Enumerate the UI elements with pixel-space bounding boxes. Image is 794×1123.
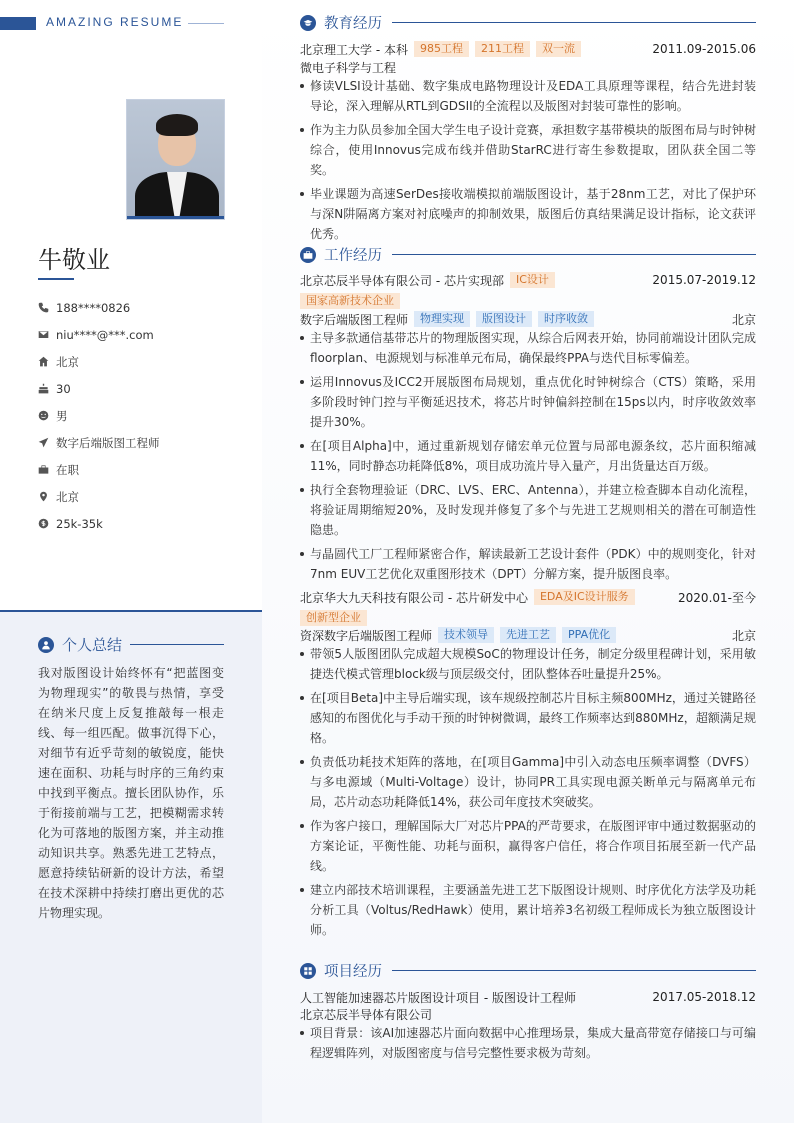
role-tag: 先进工艺 bbox=[500, 627, 556, 643]
project-company-row bbox=[300, 1005, 756, 1023]
info-age: 30 bbox=[38, 375, 160, 402]
cake-icon bbox=[38, 383, 56, 394]
list-item: 作为主力队员参加全国大学生电子设计竞赛，承担数字基带模块的版图布局与时钟树综合，使用Innovus完成布线并借助StarRC进行寄生参数提取，团队获全国二等奖。 bbox=[300, 120, 756, 180]
list-item: 修读VLSI设计基础、数字集成电路物理设计及EDA工具原理等课程，结合先进封装导论，深入理解从RTL到GDSII的全流程以及版图对封装可靠性的影响。 bbox=[300, 76, 756, 116]
company-tag: IC设计 bbox=[510, 272, 555, 288]
list-item: 在[项目Beta]中主导后端实现，该车规级控制芯片目标主频800MHz，通过关键路径感知的布图优化与手动干预的时钟树微调，最终工作频率达到880MHz，超额满足规格。 bbox=[300, 688, 756, 748]
project-dates: 2017.05-2018.12 bbox=[652, 990, 756, 1004]
job-role-row bbox=[300, 310, 756, 328]
role-tag: 物理实现 bbox=[414, 311, 470, 327]
education-major: 微电子科学与工程 bbox=[300, 60, 397, 75]
role-tag: PPA优化 bbox=[562, 627, 616, 643]
job-city: 北京 bbox=[731, 312, 756, 327]
education-bullets bbox=[300, 76, 756, 248]
education-dates: 2011.09-2015.06 bbox=[652, 42, 756, 56]
info-city: 北京 bbox=[38, 348, 160, 375]
list-item: 项目背景：该AI加速器芯片面向数据中心推理场景，集成大量高带宽存储接口与可编程逻辑阵列，对版图密度与信号完整性要求极为苛刻。 bbox=[300, 1023, 756, 1063]
company-type-tag: 创新型企业 bbox=[300, 610, 367, 626]
education-title: 教育经历 bbox=[324, 16, 382, 32]
job-role: 资深数字后端版图工程师 bbox=[300, 628, 433, 643]
summary-title: 个人总结 bbox=[62, 636, 123, 654]
list-item: 在[项目Alpha]中，通过重新规划存储宏单元位置与局部电源条纹，芯片面积缩减11%，同时静态功耗降低8%，项目成功流片导入量产，月出货量达百万级。 bbox=[300, 436, 756, 476]
job-company: 北京华大九天科技有限公司 - 芯片研发中心 bbox=[300, 590, 528, 605]
job-type-row bbox=[300, 609, 756, 627]
brand-title: AMAZING RESUME bbox=[46, 15, 184, 29]
education-header bbox=[300, 12, 756, 33]
list-item: 与晶圆代工厂工程师紧密合作，解读最新工艺设计套件（PDK）中的规则变化，针对7nm EUV工艺优化双重图形技术（DPT）分解方案，提升版图良率。 bbox=[300, 544, 756, 584]
info-location: 北京 bbox=[38, 483, 160, 510]
education-tag: 985工程 bbox=[414, 41, 469, 57]
job-bullets bbox=[300, 328, 756, 588]
job-dates: 2015.07-2019.12 bbox=[652, 273, 756, 287]
info-salary: 25k-35k bbox=[38, 510, 160, 537]
list-item: 运用Innovus及ICC2开展版图布局规划，重点优化时钟树综合（CTS）策略，采用多阶段时钟门控与平衡延迟技术，将芯片时钟偏斜控制在15ps以内，时序收敛效率提升30%。 bbox=[300, 372, 756, 432]
list-item: 带领5人版图团队完成超大规模SoC的物理设计任务，制定分级里程碑计划，采用敏捷迭代模式管理block级与顶层级交付，团队整体吞吐量提升25%。 bbox=[300, 644, 756, 684]
brand-bar bbox=[0, 17, 36, 30]
role-tag: 时序收敛 bbox=[538, 311, 594, 327]
summary-header bbox=[38, 634, 224, 655]
projects-title: 项目经历 bbox=[324, 964, 382, 980]
job-type-row bbox=[300, 292, 756, 310]
home-icon bbox=[38, 356, 56, 367]
list-item: 执行全套物理验证（DRC、LVS、ERC、Antenna），并建立检查脚本自动化流程，将验证周期缩短20%，及时发现并修复了多个与先进工艺规则相关的潜在可制造性隐患。 bbox=[300, 480, 756, 540]
job-bullets bbox=[300, 644, 756, 944]
list-item: 建立内部技术培训课程，主要涵盖先进工艺下版图设计规则、时序优化方法学及功耗分析工具（Voltus/RedHawk）使用，累计培养3名初级工程师成长为独立版图设计师。 bbox=[300, 880, 756, 940]
work-title: 工作经历 bbox=[324, 248, 382, 264]
smile-icon bbox=[38, 410, 56, 421]
info-gender: 男 bbox=[38, 402, 160, 429]
project-company: 北京芯辰半导体有限公司 bbox=[300, 1007, 433, 1022]
job-company-row bbox=[300, 588, 756, 606]
name-underline bbox=[38, 278, 74, 280]
job-company-row bbox=[300, 271, 756, 289]
send-icon bbox=[38, 437, 56, 448]
list-item: 主导多款通信基带芯片的物理版图实现，从综合后网表开始，协同前端设计团队完成floorplan、电源规划与标准单元布局，确保最终PPA与迭代目标零偏差。 bbox=[300, 328, 756, 368]
company-type-tag: 国家高新技术企业 bbox=[300, 293, 400, 309]
profile-photo bbox=[126, 99, 225, 220]
list-item: 毕业课题为高速SerDes接收端模拟前端版图设计，基于28nm工艺，对比了保护环与深N阱隔离方案对衬底噪声的抑制效果，版图后仿真结果满足设计指标，论文获评优秀。 bbox=[300, 184, 756, 244]
mail-icon bbox=[38, 329, 56, 340]
role-tag: 版图设计 bbox=[476, 311, 532, 327]
phone-icon bbox=[38, 302, 56, 313]
project-name: 人工智能加速器芯片版图设计项目 - 版图设计工程师 bbox=[300, 990, 576, 1005]
education-tag: 双一流 bbox=[536, 41, 581, 57]
briefcase-icon bbox=[300, 247, 316, 263]
job-role-row bbox=[300, 626, 756, 644]
info-position: 数字后端版图工程师 bbox=[38, 429, 160, 456]
education-school-row bbox=[300, 40, 756, 58]
brand-divider bbox=[188, 23, 224, 24]
list-item: 作为客户接口，理解国际大厂对芯片PPA的严苛要求，在版图评审中通过数据驱动的方案论证，平衡性能、功耗与面积，赢得客户信任，将合作项目拓展至新一代产品线。 bbox=[300, 816, 756, 876]
education-tag: 211工程 bbox=[475, 41, 530, 57]
job-city: 北京 bbox=[731, 628, 756, 643]
briefcase-icon bbox=[38, 464, 56, 475]
summary-text: 我对版图设计始终怀有“把蓝图变为物理现实”的敬畏与热情，享受在纳米尺度上反复推敲每一根走线、每一组匹配。做事沉得下心，对细节有近乎苛刻的敏锐度，能快速在面积、功耗与时序的三角约束中找到平衡点。擅长团队协作，乐于衔接前端与工艺，把模糊需求转化为可落地的版图方案，并主动推动知识共享。熟悉先进工艺特点，愿意持续钻研新的设计方法，希望在技术深耕中持续打磨出更优的芯片物理实现。 bbox=[38, 666, 224, 920]
user-icon bbox=[38, 637, 54, 653]
education-school: 北京理工大学 - 本科 bbox=[300, 42, 408, 57]
job-dates: 2020.01-至今 bbox=[678, 590, 756, 605]
graduation-cap-icon bbox=[300, 15, 316, 31]
project-bullets bbox=[300, 1023, 756, 1067]
location-icon bbox=[38, 491, 56, 502]
info-status: 在职 bbox=[38, 456, 160, 483]
job-company: 北京芯辰半导体有限公司 - 芯片实现部 bbox=[300, 273, 504, 288]
company-tag: EDA及IC设计服务 bbox=[534, 589, 635, 605]
job-role: 数字后端版图工程师 bbox=[300, 312, 409, 327]
money-icon bbox=[38, 518, 56, 529]
list-item: 负责低功耗技术矩阵的落地，在[项目Gamma]中引入动态电压频率调整（DVFS）与多电源域（Multi-Voltage）设计，协同PR工具实现电源关断单元与隔离单元布局，芯片动态功耗降低14%，获公司年度技术突破奖。 bbox=[300, 752, 756, 812]
projects-header bbox=[300, 960, 756, 981]
project-name-row bbox=[300, 988, 756, 1006]
contact-info-list bbox=[38, 294, 160, 537]
info-phone: 188****0826 bbox=[38, 294, 160, 321]
role-tag: 技术领导 bbox=[438, 627, 494, 643]
grid-icon bbox=[300, 963, 316, 979]
education-major-row bbox=[300, 58, 756, 76]
info-email: niu****@***.com bbox=[38, 321, 160, 348]
profile-name: 牛敬业 bbox=[38, 246, 110, 274]
work-header bbox=[300, 244, 756, 265]
